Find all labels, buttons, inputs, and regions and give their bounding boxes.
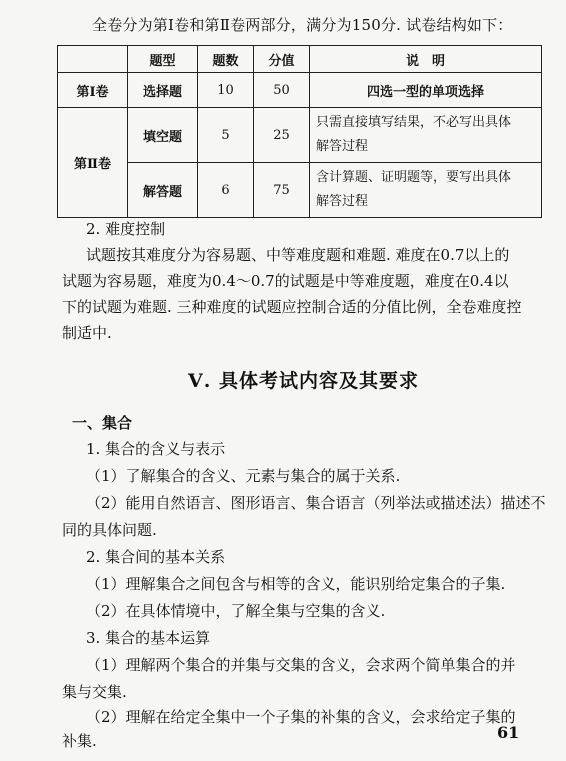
note-cell: 四选一型的单项选择 <box>310 73 542 108</box>
section-cell: 第Ⅱ卷 <box>58 108 128 218</box>
content-line: 集与交集. <box>62 683 127 701</box>
table-header-cell <box>58 46 128 73</box>
difficulty-heading: 2. 难度控制 <box>86 220 166 238</box>
table-header-cell: 题型 <box>128 46 198 73</box>
content-line: （1）了解集合的含义、元素与集合的属于关系. <box>86 467 401 485</box>
exam-structure-table <box>57 45 542 218</box>
score-cell: 50 <box>254 73 310 108</box>
content-line: （2）理解在给定全集中一个子集的补集的含义，会求给定子集的 <box>86 708 516 726</box>
category-heading: 一、集合 <box>72 414 133 432</box>
content-line: 2. 集合间的基本关系 <box>86 548 226 566</box>
difficulty-line: 下的试题为难题. 三种难度的试题应控制合适的分值比例，全卷难度控 <box>62 298 522 316</box>
note-line: 含计算题、证明题等，要写出具体 <box>316 170 512 185</box>
content-line: 1. 集合的含义与表示 <box>86 440 226 458</box>
content-line: 3. 集合的基本运算 <box>86 629 211 647</box>
table-row <box>58 73 542 108</box>
score-cell: 25 <box>254 108 310 163</box>
content-line: 补集. <box>62 732 97 750</box>
table-header-cell: 题数 <box>198 46 254 73</box>
table-row <box>58 163 542 218</box>
note-line: 解答过程 <box>316 139 369 154</box>
type-cell: 选择题 <box>128 73 198 108</box>
note-line: 只需直接填写结果，不必写出具体 <box>316 115 512 130</box>
difficulty-line: 制适中. <box>62 324 112 342</box>
score-cell: 75 <box>254 163 310 218</box>
count-cell: 6 <box>198 163 254 218</box>
count-cell: 10 <box>198 73 254 108</box>
type-cell: 解答题 <box>128 163 198 218</box>
intro-text: 全卷分为第Ⅰ卷和第Ⅱ卷两部分，满分为150分. 试卷结构如下： <box>92 16 513 34</box>
section-title: Ⅴ. 具体考试内容及其要求 <box>188 370 419 392</box>
content-line: （1）理解两个集合的并集与交集的含义，会求两个简单集合的并 <box>86 656 516 674</box>
count-cell: 5 <box>198 108 254 163</box>
content-line: （1）理解集合之间包含与相等的含义，能识别给定集合的子集. <box>86 575 506 593</box>
section-cell: 第Ⅰ卷 <box>58 73 128 108</box>
table-header-row <box>58 46 542 73</box>
page-number: 61 <box>497 723 520 742</box>
note-line: 解答过程 <box>316 194 369 209</box>
table-row <box>58 108 542 163</box>
table-header-cell: 说 明 <box>310 46 542 73</box>
type-cell: 填空题 <box>128 108 198 163</box>
note-cell <box>310 108 542 163</box>
difficulty-line: 试题为容易题，难度为0.4～0.7的试题是中等难度题，难度在0.4以 <box>62 272 509 290</box>
content-line: （2）在具体情境中，了解全集与空集的含义. <box>86 602 386 620</box>
difficulty-line: 试题按其难度分为容易题、中等难度题和难题. 难度在0.7以上的 <box>86 246 510 264</box>
content-line: （2）能用自然语言、图形语言、集合语言（列举法或描述法）描述不 <box>86 494 546 512</box>
table-header-cell: 分值 <box>254 46 310 73</box>
content-line: 同的具体问题. <box>62 521 157 539</box>
note-cell <box>310 163 542 218</box>
